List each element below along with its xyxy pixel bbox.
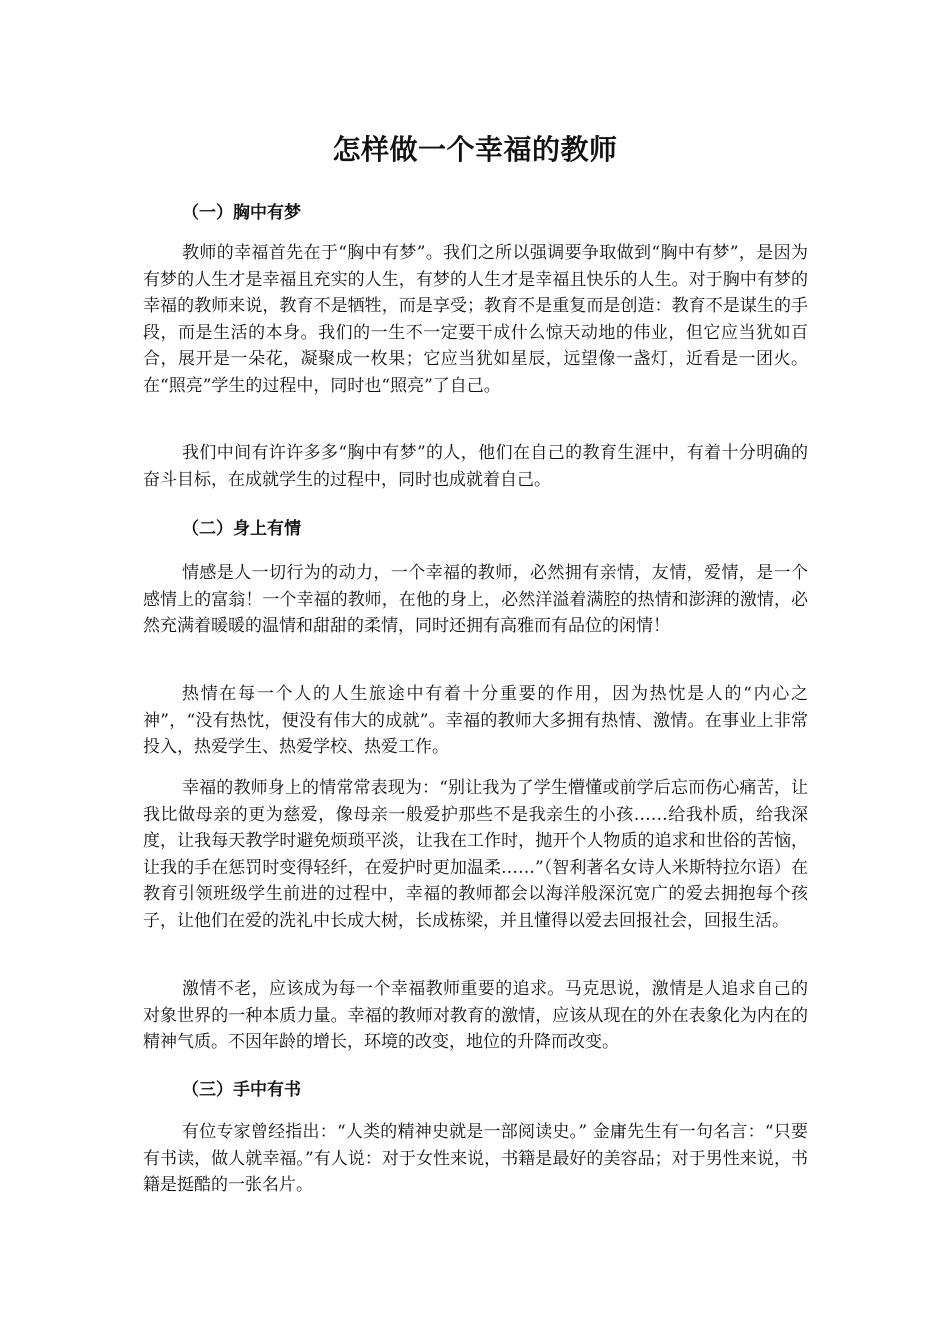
paragraph: 幸福的教师身上的情常常表现为：“别让我为了学生懵懂或前学后忘而伤心痛苦，让我比做母亲的更为慈爱，像母亲一般爱护那些不是我亲生的小孩……给我朴质，给我深度，让我每天教学时避免烦琐平淡，让我在工作时，抛开个人物质的追求和世俗的苦恼，让我的手在惩罚时变得轻纤，在爱护时更加温柔……”（智利著名女诗人米斯特拉尔语）在教育引领班级学生前进的过程中，幸福的教师都会以海洋般深沉宽广的爱去拥抱每个孩子，让他们在爱的洗礼中长成大树，长成栋梁，并且懂得以爱去回报社会，回报生活。 [143, 778, 808, 931]
paragraph: 教师的幸福首先在于“胸中有梦”。我们之所以强调要争取做到“胸中有梦”，是因为有梦的人生才是幸福且充实的人生，有梦的人生才是幸福且快乐的人生。对于胸中有梦的幸福的教师来说，教育不是牺牲，而是享受；教育不是重复而是创造：教育不是谋生的手段，而是生活的本身。我们的一生不一定要干成什么惊天动地的伟业，但它应当犹如百合，展开是一朵花，凝聚成一枚果；它应当犹如星辰，远望像一盏灯，近看是一团火。在“照亮”学生的过程中，同时也“照亮”了自己。 [143, 243, 808, 396]
paragraph: 热情在每一个人的人生旅途中有着十分重要的作用，因为热忱是人的“内心之神”，“没有热忱，便没有伟大的成就”。幸福的教师大多拥有热情、激情。在事业上非常投入，热爱学生、热爱学校、热爱工作。 [143, 684, 808, 758]
section-heading-2: （二）身上有情 [182, 519, 301, 539]
section-heading-3: （三）手中有书 [182, 1080, 301, 1100]
paragraph: 我们中间有许许多多“胸中有梦”的人，他们在自己的教育生涯中，有着十分明确的奋斗目标，在成就学生的过程中，同时也成就着自己。 [143, 443, 808, 490]
section-heading-1: （一）胸中有梦 [182, 203, 301, 223]
page-title: 怎样做一个幸福的教师 [332, 133, 618, 166]
paragraph: 有位专家曾经指出：“人类的精神史就是一部阅读史。” 金庸先生有一句名言：“只要有书读，做人就幸福。”有人说：对于女性来说，书籍是最好的美容品；对于男性来说，书籍是挺酷的一张名片。 [143, 1122, 808, 1196]
paragraph: 激情不老，应该成为每一个幸福教师重要的追求。马克思说，激情是人追求自己的对象世界的一种本质力量。幸福的教师对教育的激情，应该从现在的外在表象化为内在的精神气质。不因年龄的增长，环境的改变，地位的升降而改变。 [143, 979, 808, 1053]
paragraph: 情感是人一切行为的动力，一个幸福的教师，必然拥有亲情，友情，爱情，是一个感情上的富翁！一个幸福的教师，在他的身上，必然洋溢着满腔的热情和澎湃的激情，必然充满着暖暖的温情和甜甜的柔情，同时还拥有高雅而有品位的闲情！ [143, 563, 808, 637]
